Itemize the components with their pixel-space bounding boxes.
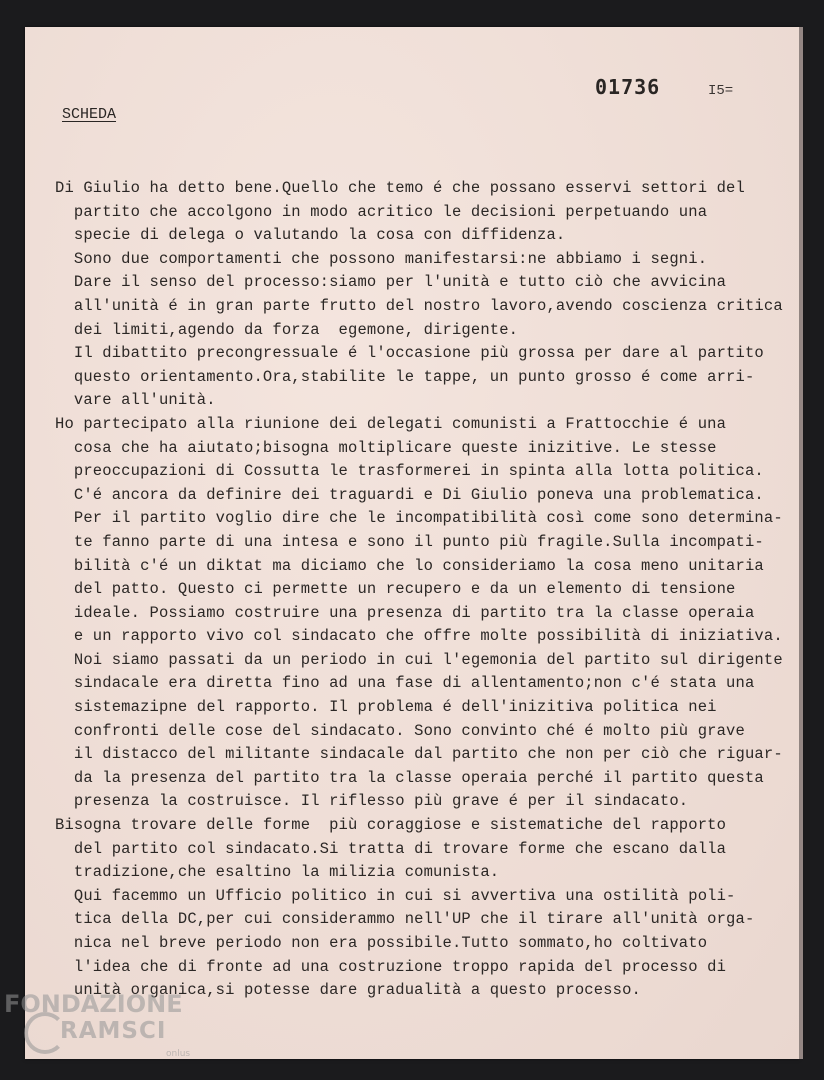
text-line: confronti delle cose del sindacato. Sono convinto ché é molto più grave	[55, 721, 745, 740]
text-line: unità organica,si potesse dare gradualità a questo processo.	[55, 981, 641, 1000]
text-line: Il dibattito precongressuale é l'occasione più grossa per dare al partito	[55, 344, 764, 363]
text-line: te fanno parte di una intesa e sono il punto più fragile.Sulla incompati-	[55, 532, 764, 551]
text-line: partito che accolgono in modo acritico le decisioni perpetuando una	[55, 202, 708, 221]
text-line: Dare il senso del processo:siamo per l'unità e tutto ciò che avvicina	[55, 273, 727, 292]
text-line: questo orientamento.Ora,stabilite le tappe, un punto grosso é come arri-	[55, 367, 755, 386]
text-line: sindacale era diretta fino ad una fase di allentamento;non c'é stata una	[55, 674, 755, 693]
text-line: ideale. Possiamo costruire una presenza di partito tra la classe operaia	[55, 603, 755, 622]
watermark-line-2: RAMSCI	[60, 1018, 167, 1044]
text-line: vare all'unità.	[55, 391, 216, 410]
text-line: nica nel breve periodo non era possibile.Tutto sommato,ho coltivato	[55, 934, 708, 952]
document-page	[25, 27, 799, 1059]
document-number: 01736	[595, 75, 661, 99]
text-line: dei limiti,agendo da forza egemone, dirigente.	[55, 320, 519, 339]
page-edge	[799, 27, 803, 1059]
text-line: preoccupazioni di Cossutta le trasformerei in spinta alla lotta politica.	[55, 462, 764, 481]
text-line: del partito col sindacato.Si tratta di trovare forme che escano dalla	[55, 839, 727, 858]
text-line: Noi siamo passati da un periodo in cui l'egemonia del partito sul dirigente	[55, 650, 783, 669]
text-line: Ho partecipato alla riunione dei delegati comunisti a Frattocchie é una	[55, 414, 727, 433]
text-line: all'unità é in gran parte frutto del nostro lavoro,avendo coscienza critica	[55, 296, 783, 315]
text-line: l'idea che di fronte ad una costruzione troppo rapida del processo di	[55, 957, 727, 976]
page-reference: I5=	[708, 83, 734, 99]
text-line: bilità c'é un diktat ma diciamo che lo consideriamo la cosa meno unitaria	[55, 556, 764, 575]
text-line: il distacco del militante sindacale dal partito che non per ciò che riguar-	[55, 745, 783, 764]
text-line: e un rapporto vivo col sindacato che offre molte possibilità di iniziativa.	[55, 627, 783, 646]
watermark-suffix: onlus	[166, 1049, 191, 1059]
text-line: cosa che ha aiutato;bisogna moltiplicare queste inizitive. Le stesse	[55, 438, 717, 457]
text-line: Bisogna trovare delle forme più coraggiose e sistematiche del rapporto	[55, 816, 727, 835]
text-line: specie di delega o valutando la cosa con diffidenza.	[55, 226, 566, 245]
text-line: tradizione,che esaltino la milizia comunista.	[55, 863, 500, 882]
archive-watermark	[4, 990, 204, 1070]
text-line: tica della DC,per cui considerammo nell'UP che il tirare all'unità orga-	[55, 910, 755, 929]
text-line: Qui facemmo un Ufficio politico in cui si avvertiva una ostilità poli-	[55, 886, 736, 905]
document-heading: SCHEDA	[62, 106, 117, 123]
text-line: Di Giulio ha detto bene.Quello che temo é che possano esservi settori del	[55, 179, 745, 197]
text-line: C'é ancora da definire dei traguardi e Di Giulio poneva una problematica.	[55, 485, 764, 504]
text-line: del patto. Questo ci permette un recupero e da un elemento di tensione	[55, 580, 736, 599]
watermark-line-1: FONDAZIONE	[4, 990, 183, 1018]
text-line: da la presenza del partito tra la classe operaia perché il partito questa	[55, 768, 764, 787]
text-line: presenza la costruisce. Il riflesso più grave é per il sindacato.	[55, 792, 689, 811]
text-line: sistemazipne del rapporto. Il problema é dell'inizitiva politica nei	[55, 698, 717, 717]
typed-text-body	[55, 177, 790, 1003]
text-line: Per il partito voglio dire che le incompatibilità così come sono determina-	[55, 509, 783, 528]
text-line: Sono due comportamenti che possono manifestarsi:ne abbiamo i segni.	[55, 249, 708, 268]
